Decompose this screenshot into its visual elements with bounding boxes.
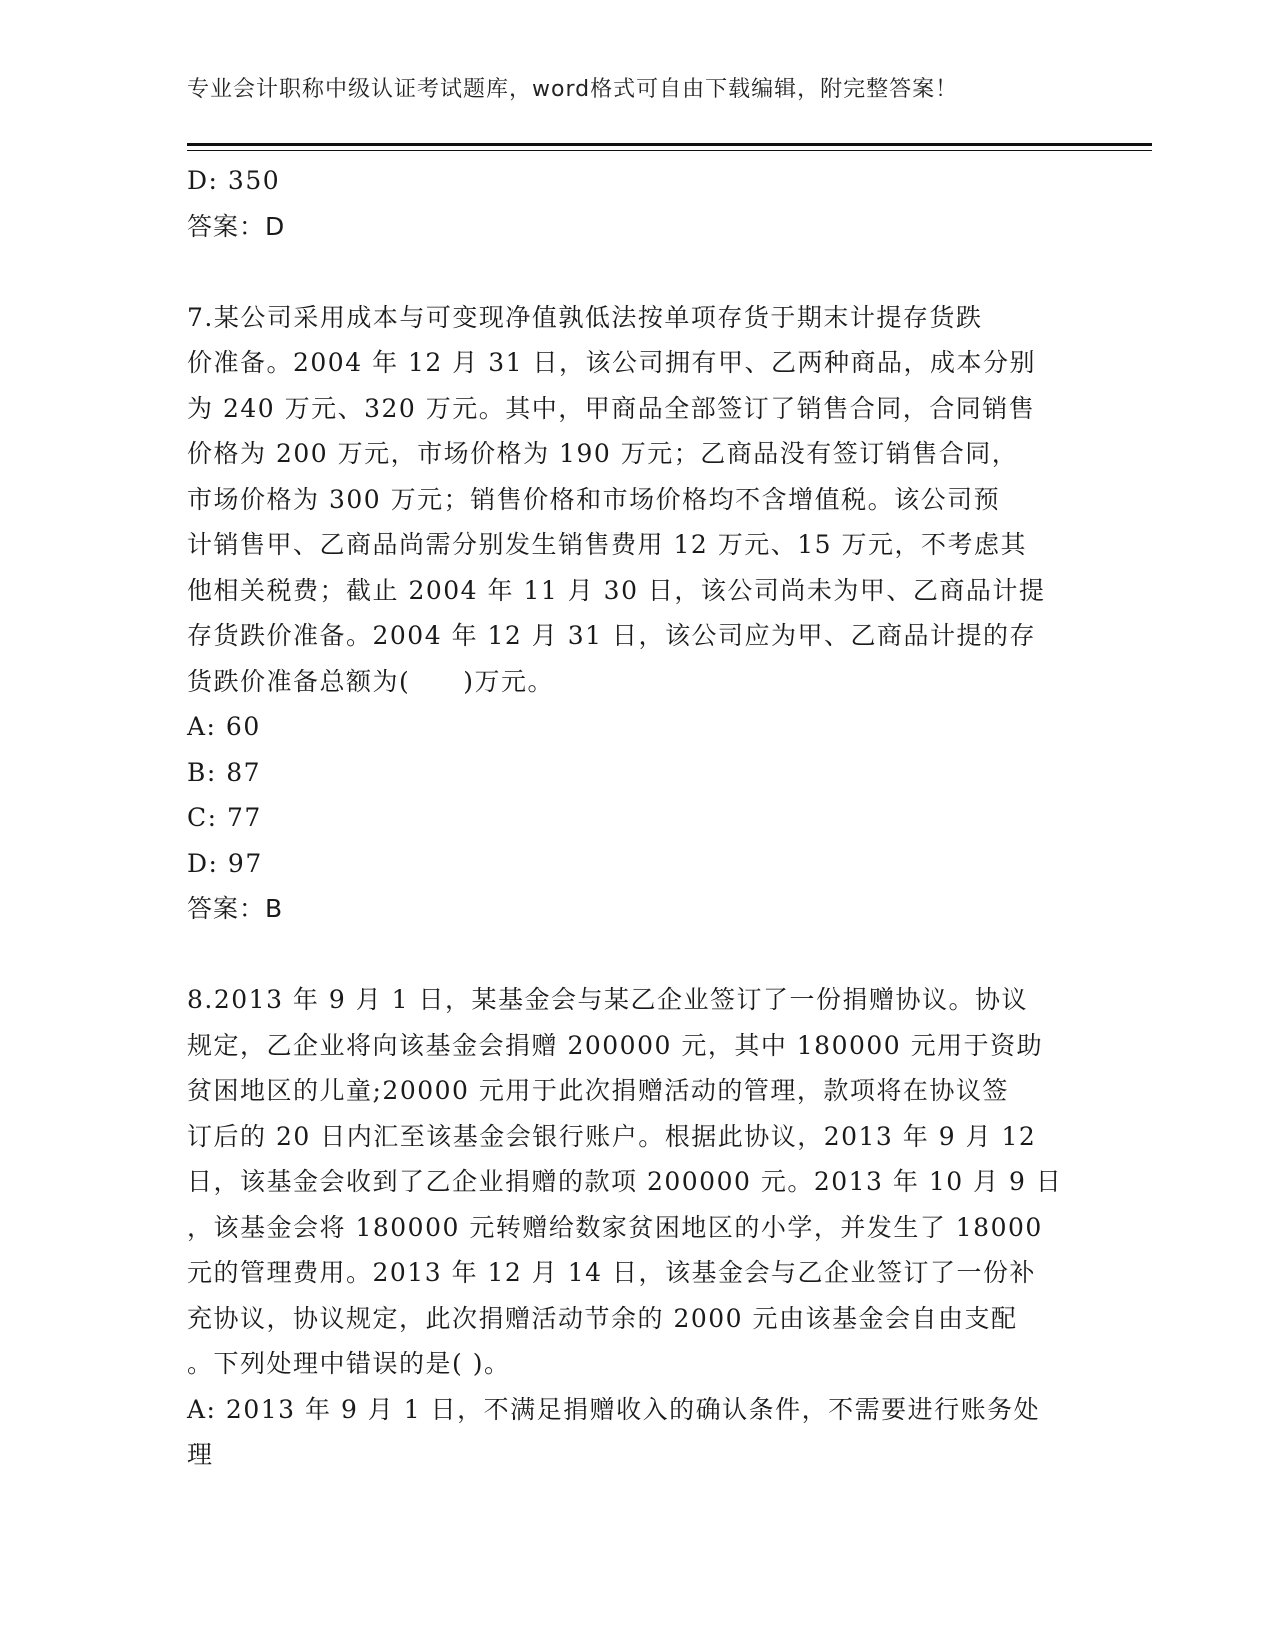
question-7-line: 货跌价准备总额为( )万元。	[187, 666, 555, 696]
document-body	[187, 158, 1087, 1478]
question-8-line: 元的管理费用。2013 年 12 月 14 日，该基金会与乙企业签订了一份补	[187, 1258, 1036, 1287]
header-rule-thick	[187, 143, 1152, 146]
spacer	[187, 249, 1087, 295]
page-header-title: 专业会计职称中级认证考试题库，word格式可自由下载编辑，附完整答案！	[187, 77, 959, 102]
question-7-line: 价准备。2004 年 12 月 31 日，该公司拥有甲、乙两种商品，成本分别	[187, 348, 1036, 377]
question-8-option-a-continued: 理	[187, 1440, 214, 1469]
question-8-line: 。下列处理中错误的是( )。	[187, 1349, 511, 1378]
question-7-option-a: A: 60	[187, 712, 261, 741]
spacer	[187, 932, 1087, 978]
question-8-line: 规定，乙企业将向该基金会捐赠 200000 元，其中 180000 元用于资助	[187, 1030, 1044, 1060]
question-7-line: 为 240 万元、320 万元。其中，甲商品全部签订了销售合同，合同销售	[187, 393, 1036, 423]
question-8	[187, 977, 1087, 1478]
question-7-option-b: B: 87	[187, 757, 262, 787]
question-8-line: 订后的 20 日内汇至该基金会银行账户。根据此协议，2013 年 9 月 12	[187, 1121, 1037, 1151]
question-7-line: 存货跌价准备。2004 年 12 月 31 日，该公司应为甲、乙商品计提的存	[187, 621, 1036, 650]
question-7-option-d: D: 97	[187, 848, 263, 878]
question-7	[187, 295, 1087, 932]
question-7-option-c: C: 77	[187, 803, 262, 832]
question-8-line: ，该基金会将 180000 元转赠给数家贫困地区的小学，并发生了 18000	[187, 1212, 1043, 1242]
question-8-line: 日，该基金会收到了乙企业捐赠的款项 200000 元。2013 年 10 月 9 日	[187, 1167, 1063, 1196]
question-8-line: 贫困地区的儿童;20000 元用于此次捐赠活动的管理，款项将在协议签	[187, 1076, 1009, 1105]
question-7-line: 价格为 200 万元，市场价格为 190 万元；乙商品没有签订销售合同，	[187, 439, 1019, 468]
question-7-answer: 答案：B	[187, 894, 284, 923]
question-7-line: 市场价格为 300 万元；销售价格和市场价格均不含增值税。该公司预	[187, 484, 1001, 514]
question-7-line: 计销售甲、乙商品尚需分别发生销售费用 12 万元、15 万元，不考虑其	[187, 530, 1027, 559]
question-8-line: 充协议，协议规定，此次捐赠活动节余的 2000 元由该基金会自由支配	[187, 1303, 1018, 1333]
question-8-option-a: A: 2013 年 9 月 1 日，不满足捐赠收入的确认条件，不需要进行账务处	[187, 1394, 1041, 1424]
question-7-line: 7.某公司采用成本与可变现净值孰低法按单项存货于期末计提存货跌	[187, 302, 983, 332]
prev-answer: 答案：D	[187, 211, 286, 241]
question-7-line: 他相关税费；截止 2004 年 11 月 30 日，该公司尚未为甲、乙商品计提	[187, 575, 1046, 605]
prev-option-d: D: 350	[187, 166, 281, 195]
header-rule-thin	[187, 150, 1152, 151]
question-8-line: 8.2013 年 9 月 1 日，某基金会与某乙企业签订了一份捐赠协议。协议	[187, 985, 1029, 1014]
